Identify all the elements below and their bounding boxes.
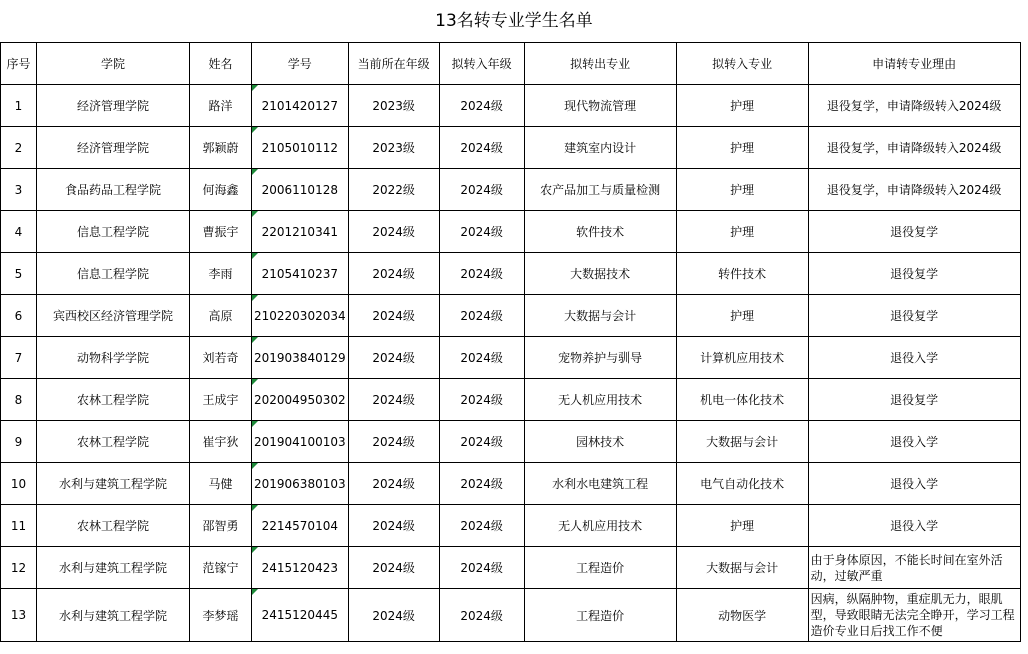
student-id-cell [252,589,349,642]
student-id-text: 2101420127 [261,98,338,113]
from-major-cell: 建筑室内设计 [524,127,676,169]
header-cell: 拟转入专业 [676,43,808,85]
table-row [1,505,1021,547]
header-cell: 学院 [37,43,190,85]
student-id-text: 2214570104 [261,518,338,533]
table-row [1,127,1021,169]
college-cell: 宾西校区经济管理学院 [37,295,190,337]
to-major-cell: 护理 [676,505,808,547]
student-id-text: 202004950302 [254,392,346,407]
cell-flag-icon [252,421,258,427]
name-cell: 路洋 [190,85,252,127]
cell-flag-icon [252,169,258,175]
reason-cell: 退役复学 [808,211,1020,253]
row-number: 11 [1,505,37,547]
student-id-cell [252,169,349,211]
current-grade-cell: 2023级 [348,85,439,127]
student-id-cell [252,337,349,379]
to-major-cell: 电气自动化技术 [676,463,808,505]
row-number: 4 [1,211,37,253]
from-major-cell: 水利水电建筑工程 [524,463,676,505]
from-major-cell: 工程造价 [524,547,676,589]
cell-flag-icon [252,127,258,133]
target-grade-cell: 2024级 [439,253,524,295]
college-cell: 水利与建筑工程学院 [37,589,190,642]
student-table [0,42,1021,642]
name-cell: 郭颖蔚 [190,127,252,169]
reason-cell: 退役入学 [808,505,1020,547]
student-id-text: 210220302034 [254,308,346,323]
row-number: 7 [1,337,37,379]
reason-cell: 退役复学，申请降级转入2024级 [808,127,1020,169]
table-row [1,589,1021,642]
name-cell: 范镓宁 [190,547,252,589]
row-number: 1 [1,85,37,127]
to-major-cell: 护理 [676,211,808,253]
name-cell: 刘若奇 [190,337,252,379]
row-number: 6 [1,295,37,337]
target-grade-cell: 2024级 [439,337,524,379]
row-number: 3 [1,169,37,211]
header-cell: 姓名 [190,43,252,85]
to-major-cell: 机电一体化技术 [676,379,808,421]
student-id-cell [252,421,349,463]
cell-flag-icon [252,589,258,595]
current-grade-cell: 2024级 [348,337,439,379]
cell-flag-icon [252,253,258,259]
name-cell: 李梦瑶 [190,589,252,642]
student-id-text: 2006110128 [261,182,338,197]
table-row [1,169,1021,211]
target-grade-cell: 2024级 [439,85,524,127]
table-row [1,337,1021,379]
name-cell: 王成宇 [190,379,252,421]
table-row [1,463,1021,505]
college-cell: 经济管理学院 [37,85,190,127]
target-grade-cell: 2024级 [439,547,524,589]
reason-cell: 退役入学 [808,337,1020,379]
header-cell: 序号 [1,43,37,85]
current-grade-cell: 2024级 [348,379,439,421]
header-cell: 拟转出专业 [524,43,676,85]
college-cell: 信息工程学院 [37,253,190,295]
college-cell: 水利与建筑工程学院 [37,547,190,589]
to-major-cell: 大数据与会计 [676,547,808,589]
row-number: 13 [1,589,37,642]
page-title: 13名转专业学生名单 [435,11,593,31]
college-cell: 经济管理学院 [37,127,190,169]
cell-flag-icon [252,505,258,511]
current-grade-cell: 2024级 [348,589,439,642]
to-major-cell: 护理 [676,295,808,337]
target-grade-cell: 2024级 [439,379,524,421]
table-row [1,379,1021,421]
student-id-text: 2105010112 [261,140,338,155]
header-cell: 拟转入年级 [439,43,524,85]
to-major-cell: 大数据与会计 [676,421,808,463]
from-major-cell: 无人机应用技术 [524,379,676,421]
cell-flag-icon [252,337,258,343]
college-cell: 农林工程学院 [37,505,190,547]
student-id-text: 201904100103 [254,434,346,449]
college-cell: 食品药品工程学院 [37,169,190,211]
table-row [1,295,1021,337]
cell-flag-icon [252,211,258,217]
current-grade-cell: 2024级 [348,211,439,253]
from-major-cell: 大数据与会计 [524,295,676,337]
student-id-cell [252,505,349,547]
table-row [1,211,1021,253]
target-grade-cell: 2024级 [439,589,524,642]
college-cell: 动物科学学院 [37,337,190,379]
student-id-cell [252,253,349,295]
student-id-text: 2415120423 [261,560,338,575]
to-major-cell: 动物医学 [676,589,808,642]
table-row [1,85,1021,127]
from-major-cell: 园林技术 [524,421,676,463]
cell-flag-icon [252,463,258,469]
row-number: 8 [1,379,37,421]
from-major-cell: 软件技术 [524,211,676,253]
cell-flag-icon [252,547,258,553]
student-id-text: 2105410237 [261,266,338,281]
cell-flag-icon [252,295,258,301]
college-cell: 水利与建筑工程学院 [37,463,190,505]
student-id-cell [252,127,349,169]
header-row [1,43,1021,85]
current-grade-cell: 2023级 [348,127,439,169]
student-id-text: 201906380103 [254,476,346,491]
row-number: 2 [1,127,37,169]
row-number: 9 [1,421,37,463]
current-grade-cell: 2022级 [348,169,439,211]
cell-flag-icon [252,379,258,385]
header-cell: 学号 [252,43,349,85]
current-grade-cell: 2024级 [348,547,439,589]
target-grade-cell: 2024级 [439,421,524,463]
reason-cell: 退役复学 [808,379,1020,421]
reason-cell: 因病，纵隔肿物，重症肌无力，眼肌型，导致眼睛无法完全睁开，学习工程造价专业日后找工作不便 [808,589,1020,642]
college-cell: 信息工程学院 [37,211,190,253]
to-major-cell: 护理 [676,85,808,127]
reason-cell: 退役复学，申请降级转入2024级 [808,169,1020,211]
current-grade-cell: 2024级 [348,295,439,337]
target-grade-cell: 2024级 [439,211,524,253]
name-cell: 邵智勇 [190,505,252,547]
student-id-text: 2201210341 [261,224,338,239]
reason-cell: 退役复学 [808,295,1020,337]
student-id-text: 2415120445 [261,608,338,622]
student-id-cell [252,547,349,589]
target-grade-cell: 2024级 [439,169,524,211]
from-major-cell: 宠物养护与驯导 [524,337,676,379]
row-number: 10 [1,463,37,505]
student-id-cell [252,85,349,127]
header-cell: 当前所在年级 [348,43,439,85]
target-grade-cell: 2024级 [439,463,524,505]
to-major-cell: 转件技术 [676,253,808,295]
reason-cell: 由于身体原因，不能长时间在室外活动，过敏严重 [808,547,1020,589]
name-cell: 高原 [190,295,252,337]
from-major-cell: 工程造价 [524,589,676,642]
name-cell: 李雨 [190,253,252,295]
college-cell: 农林工程学院 [37,379,190,421]
current-grade-cell: 2024级 [348,505,439,547]
target-grade-cell: 2024级 [439,295,524,337]
student-id-cell [252,379,349,421]
student-id-cell [252,295,349,337]
from-major-cell: 大数据技术 [524,253,676,295]
target-grade-cell: 2024级 [439,505,524,547]
row-number: 12 [1,547,37,589]
from-major-cell: 农产品加工与质量检测 [524,169,676,211]
name-cell: 何海鑫 [190,169,252,211]
to-major-cell: 护理 [676,169,808,211]
student-id-text: 201903840129 [254,350,346,365]
reason-cell: 退役复学 [808,253,1020,295]
current-grade-cell: 2024级 [348,421,439,463]
student-id-cell [252,211,349,253]
reason-cell: 退役入学 [808,421,1020,463]
from-major-cell: 现代物流管理 [524,85,676,127]
name-cell: 崔宇狄 [190,421,252,463]
row-number: 5 [1,253,37,295]
to-major-cell: 计算机应用技术 [676,337,808,379]
header-cell: 申请转专业理由 [808,43,1020,85]
cell-flag-icon [252,85,258,91]
target-grade-cell: 2024级 [439,127,524,169]
table-row [1,421,1021,463]
to-major-cell: 护理 [676,127,808,169]
current-grade-cell: 2024级 [348,463,439,505]
name-cell: 曹振宇 [190,211,252,253]
reason-cell: 退役入学 [808,463,1020,505]
table-row [1,547,1021,589]
college-cell: 农林工程学院 [37,421,190,463]
current-grade-cell: 2024级 [348,253,439,295]
student-id-cell [252,463,349,505]
table-row [1,253,1021,295]
name-cell: 马健 [190,463,252,505]
reason-cell: 退役复学，申请降级转入2024级 [808,85,1020,127]
from-major-cell: 无人机应用技术 [524,505,676,547]
